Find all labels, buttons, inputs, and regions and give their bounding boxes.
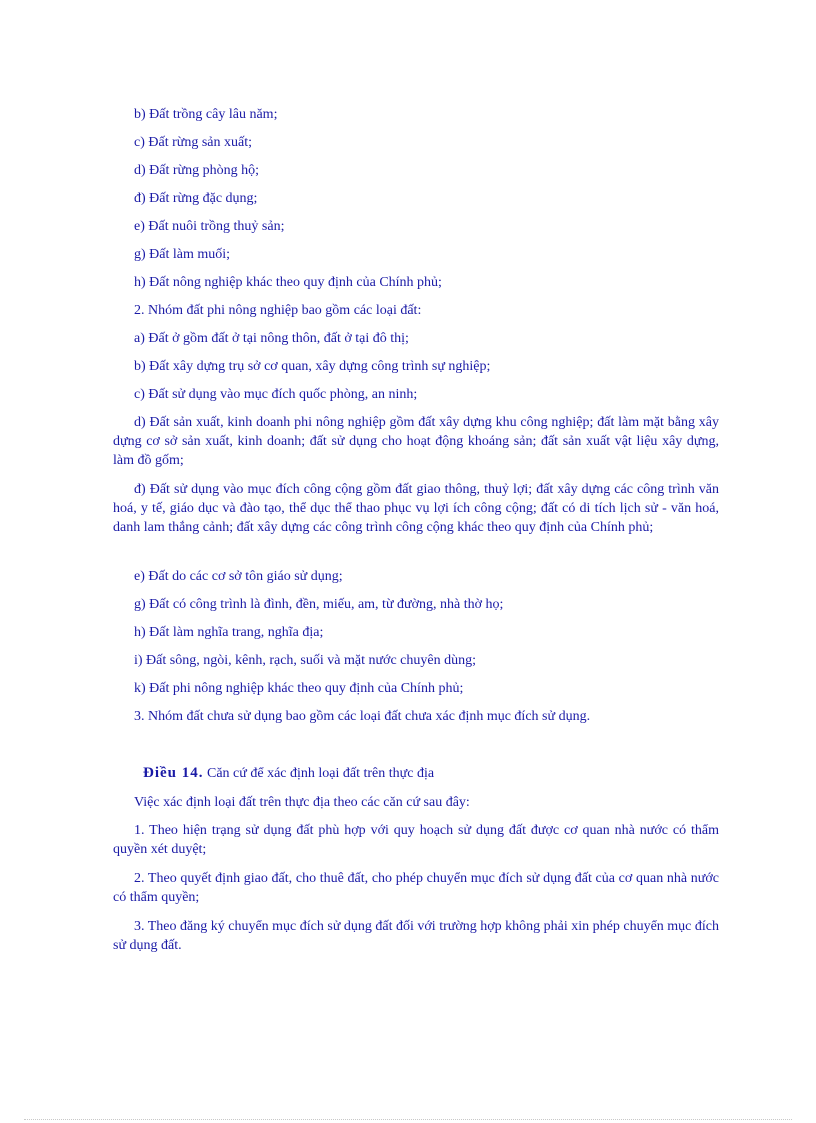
group2-item-c: c) Đất sử dụng vào mục đích quốc phòng, an ninh;: [134, 387, 418, 402]
group2-intro: 2. Nhóm đất phi nông nghiệp bao gồm các loại đất:: [134, 303, 422, 318]
list-item-d: d) Đất rừng phòng hộ;: [134, 163, 260, 178]
list-item-g: g) Đất làm muối;: [134, 247, 231, 262]
article-14-item-1: 1. Theo hiện trạng sử dụng đất phù hợp với quy hoạch sử dụng đất được cơ quan nhà nước có thẩm quyền xét duyệt;: [113, 823, 719, 857]
group2-item-b: b) Đất xây dựng trụ sở cơ quan, xây dựng công trình sự nghiệp;: [134, 359, 491, 374]
list-item-c: c) Đất rừng sản xuất;: [134, 135, 252, 150]
group2-item-e: e) Đất do các cơ sở tôn giáo sử dụng;: [134, 569, 343, 584]
group2-item-a: a) Đất ở gồm đất ở tại nông thôn, đất ở tại đô thị;: [134, 331, 409, 346]
list-item-b: b) Đất trồng cây lâu năm;: [134, 107, 278, 122]
article-title: Căn cứ để xác định loại đất trên thực địa: [207, 766, 435, 781]
group2-item-i: i) Đất sông, ngòi, kênh, rạch, suối và mặt nước chuyên dùng;: [134, 653, 476, 668]
article-14-heading: [143, 764, 434, 783]
page-bottom-divider: [24, 1119, 792, 1120]
group2-item-d: d) Đất sản xuất, kinh doanh phi nông nghiệp gồm đất xây dựng khu công nghiệp; đất làm mặt bằng xây dựng cơ sở sản xuất, kinh doanh; đất sử dụng cho hoạt động khoáng sản; đất sản xuất vật liệu xây dựng, làm đồ gốm;: [113, 415, 719, 468]
group2-item-dd: đ) Đất sử dụng vào mục đích công cộng gồm đất giao thông, thuỷ lợi; đất xây dựng các công trình văn hoá, y tế, giáo dục và đào tạo, thể dục thể thao phục vụ lợi ích công cộng; đất có di tích lịch sử - văn hoá, danh lam thắng cảnh; đất xây dựng các công trình công cộng khác theo quy định của Chính phủ;: [113, 482, 719, 535]
list-item-e: e) Đất nuôi trồng thuỷ sản;: [134, 219, 285, 234]
list-item-dd: đ) Đất rừng đặc dụng;: [134, 191, 258, 206]
article-14-intro: Việc xác định loại đất trên thực địa theo các căn cứ sau đây:: [134, 795, 470, 810]
article-number: Điều 14.: [143, 765, 204, 781]
list-item-h: h) Đất nông nghiệp khác theo quy định của Chính phủ;: [134, 275, 442, 290]
group2-item-h: h) Đất làm nghĩa trang, nghĩa địa;: [134, 625, 324, 640]
group2-item-g: g) Đất có công trình là đình, đền, miếu, am, từ đường, nhà thờ họ;: [134, 597, 504, 612]
article-14-item-2: 2. Theo quyết định giao đất, cho thuê đất, cho phép chuyển mục đích sử dụng đất của cơ quan nhà nước có thẩm quyền;: [113, 871, 719, 905]
group3-text: 3. Nhóm đất chưa sử dụng bao gồm các loại đất chưa xác định mục đích sử dụng.: [134, 709, 591, 724]
group2-item-k: k) Đất phi nông nghiệp khác theo quy định của Chính phủ;: [134, 681, 464, 696]
article-14-item-3: 3. Theo đăng ký chuyển mục đích sử dụng đất đối với trường hợp không phải xin phép chuyển mục đích sử dụng đất.: [113, 919, 719, 953]
